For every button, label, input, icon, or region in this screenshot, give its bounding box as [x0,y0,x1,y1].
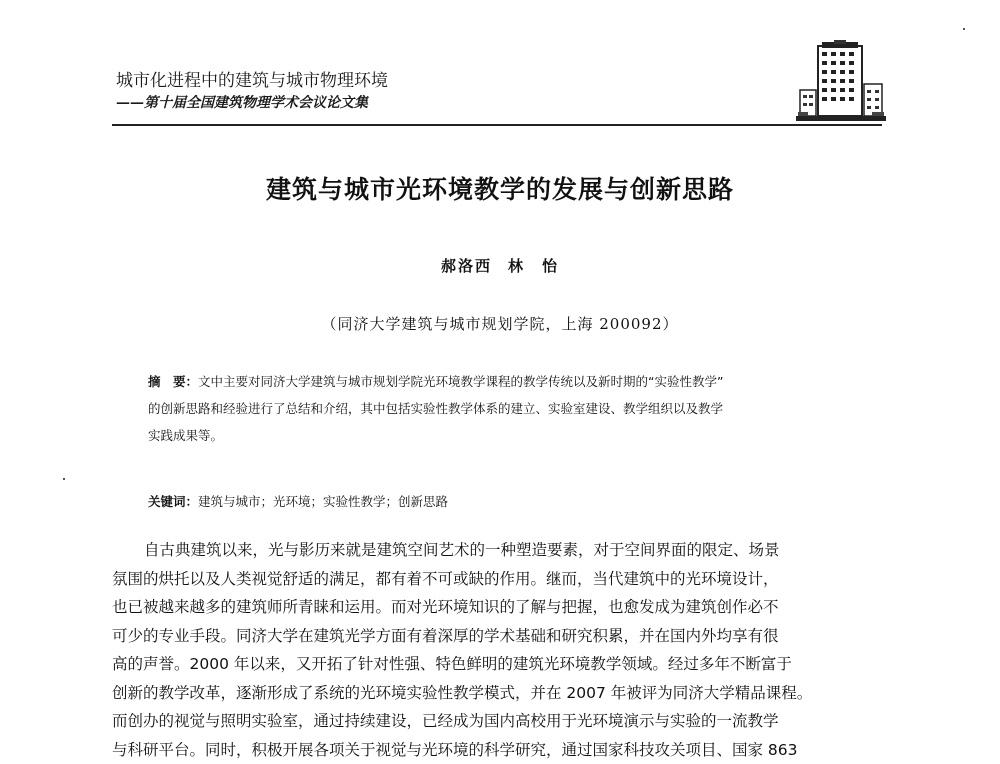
body-line: 也已被越来越多的建筑师所青睐和运用。而对光环境知识的了解与把握，也愈发成为建筑创作必不 [112,593,892,622]
running-head-book-title: 城市化进程中的建筑与城市物理环境 [116,70,496,92]
keywords [148,490,868,514]
author-name: 郝洛西 [441,257,492,275]
body-line: 与科研平台。同时，积极开展各项关于视觉与光环境的科学研究，通过国家科技攻关项目、国家 863 [112,736,892,764]
body-line: 自古典建筑以来，光与影历来就是建筑空间艺术的一种塑造要素，对于空间界面的限定、场景 [112,536,892,565]
abstract [148,368,868,449]
body-line: 高的声誉。2000 年以来，又开拓了针对性强、特色鲜明的建筑光环境教学领域。经过多年不断富于 [112,650,892,679]
body-line: 可少的专业手段。同济大学在建筑光学方面有着深厚的学术基础和研究积累，并在国内外均享有很 [112,622,892,651]
authors [0,255,1000,276]
body-line: 氛围的烘托以及人类视觉舒适的满足，都有着不可或缺的作用。继而，当代建筑中的光环境设计， [112,565,892,594]
building-logo-icon [796,40,886,126]
keywords-text: 建筑与城市；光环境；实验性教学；创新思路 [198,494,448,509]
abstract-line [148,368,868,395]
abstract-line: 实践成果等。 [148,422,868,449]
scan-speck [63,478,65,480]
body-line: 创新的教学改革，逐渐形成了系统的光环境实验性教学模式，并在 2007 年被评为同济大学精品课程。 [112,679,892,708]
keywords-label: 关键词： [148,494,198,509]
abstract-text: 文中主要对同济大学建筑与城市规划学院光环境教学课程的教学传统以及新时期的“实验性教学” [198,374,723,389]
affiliation: （同济大学建筑与城市规划学院，上海 200092） [0,313,1000,334]
abstract-label: 摘 要： [148,374,198,389]
author-name: 林 怡 [508,257,559,275]
header-rule [112,124,882,126]
running-head [116,70,496,114]
scan-speck [963,28,965,30]
abstract-line: 的创新思路和经验进行了总结和介绍，其中包括实验性教学体系的建立、实验室建设、教学组织以及教学 [148,395,868,422]
body-paragraph [112,536,892,764]
body-line: 而创办的视觉与照明实验室，通过持续建设，已经成为国内高校用于光环境演示与实验的一流教学 [112,707,892,736]
running-head-subtitle: ——第十届全国建筑物理学术会议论文集 [116,92,496,114]
paper-title: 建筑与城市光环境教学的发展与创新思路 [0,170,1000,206]
